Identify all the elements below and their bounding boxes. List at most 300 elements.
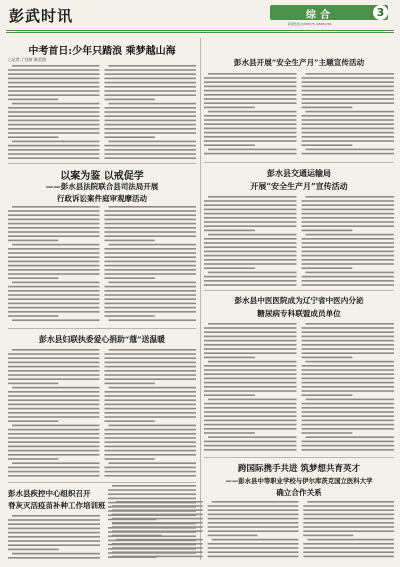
text-line <box>105 157 197 159</box>
text-line <box>8 256 100 258</box>
text-line <box>105 391 197 393</box>
text-line <box>8 277 58 279</box>
text-line <box>8 353 100 355</box>
text-line <box>12 387 100 389</box>
text-line <box>204 115 297 117</box>
text-line <box>12 244 100 246</box>
text-line <box>112 547 203 549</box>
text-line <box>204 238 297 240</box>
text-line <box>105 454 197 456</box>
text-line <box>8 454 100 456</box>
text-line <box>204 331 297 333</box>
text-line <box>302 340 395 342</box>
text-line <box>204 403 297 405</box>
text-line <box>8 441 100 443</box>
text-line <box>204 94 297 96</box>
text-line <box>105 429 197 431</box>
text-line <box>8 471 100 473</box>
text-line <box>306 272 395 274</box>
text-line <box>105 261 197 263</box>
text-line <box>105 353 197 355</box>
article-6-headline-2: 糖尿病专科联盟成员单位 <box>257 309 341 318</box>
text-line <box>105 120 197 122</box>
text-line <box>302 221 395 223</box>
text-line <box>204 204 297 206</box>
text-line <box>109 141 197 143</box>
text-line <box>302 284 395 286</box>
article-6-headline-1: 彭水县中医医院成为辽宁省中医内分泌 <box>234 296 364 305</box>
text-line <box>302 246 395 248</box>
article-4-headline-2: 开展“安全生产月”宣传活动 <box>250 181 348 191</box>
text-line <box>204 344 297 346</box>
article-7-body <box>112 500 394 560</box>
text-line <box>105 111 197 113</box>
text-line <box>204 225 297 227</box>
text-line <box>204 280 297 282</box>
text-line <box>306 361 395 363</box>
text-line <box>204 357 255 359</box>
text-line <box>204 144 255 146</box>
text-line <box>302 128 395 130</box>
text-line <box>8 528 100 530</box>
text-line <box>8 370 100 372</box>
text-line <box>204 340 297 342</box>
text-line <box>8 99 58 101</box>
text-line <box>108 498 196 500</box>
text-line <box>8 557 100 559</box>
text-line <box>204 267 255 269</box>
text-line <box>105 290 197 292</box>
text-line <box>204 365 297 367</box>
text-line <box>208 547 299 549</box>
text-line <box>302 344 395 346</box>
text-line <box>302 132 395 134</box>
text-line <box>212 501 299 503</box>
text-line <box>8 408 100 410</box>
text-line <box>8 94 100 96</box>
text-line <box>302 94 395 96</box>
masthead-info: 新闻热线:(0898)75 (0898)766 <box>288 22 332 26</box>
text-line <box>105 357 197 359</box>
text-line <box>8 544 100 546</box>
text-line <box>204 119 297 121</box>
text-line <box>204 284 297 286</box>
text-line <box>108 493 196 495</box>
text-line <box>208 530 299 532</box>
text-line <box>306 399 395 401</box>
text-line <box>105 467 197 469</box>
text-line <box>302 420 395 422</box>
text-line <box>105 286 197 288</box>
newspaper-logo: 彭武时讯 <box>9 7 74 25</box>
text-line <box>208 323 297 325</box>
text-line <box>105 227 197 229</box>
text-line <box>208 111 297 113</box>
text-line <box>109 206 197 208</box>
text-line <box>105 78 197 80</box>
text-line <box>8 231 100 233</box>
text-line <box>302 90 395 92</box>
text-line <box>8 261 100 263</box>
text-line <box>8 475 100 477</box>
text-line <box>204 230 255 232</box>
text-line <box>8 437 100 439</box>
text-line <box>204 255 297 257</box>
text-line <box>105 307 197 309</box>
text-line <box>8 235 100 237</box>
article-4-headline: 彭水县交通运输局 <box>267 168 331 178</box>
text-line <box>105 132 197 134</box>
article-7-headline-1: 跨国际携手共进 筑梦想共育英才 <box>238 464 360 474</box>
text-line <box>105 294 197 296</box>
text-line <box>204 336 297 338</box>
text-line <box>306 234 395 236</box>
text-line <box>302 263 395 265</box>
text-line <box>8 124 100 126</box>
text-line <box>8 429 100 431</box>
text-line <box>8 433 100 435</box>
text-line <box>12 103 100 105</box>
text-line <box>208 399 297 401</box>
text-line <box>204 246 297 248</box>
text-line <box>302 77 395 79</box>
text-line <box>8 219 100 221</box>
text-line <box>302 390 395 392</box>
text-line <box>8 399 100 401</box>
text-line <box>105 73 197 75</box>
text-line <box>8 362 100 364</box>
text-line <box>208 535 258 537</box>
text-line <box>208 543 299 545</box>
text-line <box>8 523 100 525</box>
article-2-body <box>204 72 394 158</box>
text-line <box>204 411 297 413</box>
article-1-body <box>8 64 196 160</box>
text-line <box>302 242 395 244</box>
text-line <box>105 231 197 233</box>
text-line <box>204 348 297 350</box>
text-line <box>112 526 203 528</box>
text-line <box>204 77 297 79</box>
text-line <box>8 86 100 88</box>
text-line <box>109 282 197 284</box>
text-line <box>8 240 58 242</box>
text-line <box>105 366 197 368</box>
text-line <box>302 276 395 278</box>
text-line <box>8 153 100 155</box>
text-line <box>109 425 197 427</box>
text-line <box>208 551 299 553</box>
text-line <box>12 349 100 351</box>
text-line <box>105 223 197 225</box>
text-line <box>302 441 395 443</box>
text-line <box>112 530 203 532</box>
text-line <box>105 412 197 414</box>
text-line <box>8 549 59 551</box>
text-line <box>105 437 197 439</box>
text-line <box>8 223 100 225</box>
masthead <box>0 0 400 30</box>
text-line <box>8 90 100 92</box>
text-line <box>105 450 197 452</box>
text-line <box>302 217 395 219</box>
text-line <box>112 505 203 507</box>
text-line <box>8 412 100 414</box>
text-line <box>112 509 203 511</box>
text-line <box>105 370 197 372</box>
text-line <box>108 489 196 491</box>
text-line <box>105 277 155 279</box>
text-line <box>303 551 394 553</box>
text-line <box>112 518 203 520</box>
text-line <box>302 251 395 253</box>
text-line <box>105 420 155 422</box>
text-line <box>204 390 297 392</box>
text-line <box>208 509 299 511</box>
text-line <box>8 132 100 134</box>
article-7-headline-2: ——彭水县中等职业学校与伊尔库茨克国立医科大学 <box>225 477 373 485</box>
text-line <box>8 303 100 305</box>
text-line <box>302 449 395 451</box>
divider-5 <box>8 482 196 483</box>
text-line <box>208 361 297 363</box>
text-line <box>8 307 100 309</box>
text-line <box>204 352 297 354</box>
text-line <box>109 462 197 464</box>
text-line <box>105 315 155 317</box>
text-line <box>105 115 197 117</box>
text-line <box>204 445 297 447</box>
text-line <box>302 209 395 211</box>
text-line <box>105 145 197 147</box>
text-line <box>8 248 100 250</box>
text-line <box>105 235 197 237</box>
text-line <box>204 394 255 396</box>
text-line <box>105 441 197 443</box>
text-line <box>8 298 100 300</box>
text-line <box>8 78 100 80</box>
text-line <box>302 107 353 109</box>
text-line <box>204 128 297 130</box>
text-line <box>204 98 297 100</box>
text-line <box>12 425 100 427</box>
text-line <box>8 286 100 288</box>
text-line <box>8 111 100 113</box>
text-line <box>204 276 297 278</box>
text-line <box>208 149 297 151</box>
text-line <box>303 505 394 507</box>
text-line <box>302 445 395 447</box>
text-line <box>112 522 203 524</box>
text-line <box>8 366 100 368</box>
text-line <box>8 374 100 376</box>
text-line <box>204 415 297 417</box>
text-line <box>105 99 155 101</box>
text-line <box>302 432 353 434</box>
text-line <box>105 90 197 92</box>
text-line <box>208 518 299 520</box>
text-line <box>302 267 353 269</box>
text-line <box>109 103 197 105</box>
text-line <box>204 107 255 109</box>
text-line <box>8 227 100 229</box>
section-name: 综合 <box>306 10 334 21</box>
text-line <box>105 248 197 250</box>
text-line <box>302 336 395 338</box>
text-line <box>204 449 297 451</box>
text-line <box>105 214 197 216</box>
text-line <box>303 543 394 545</box>
text-line <box>306 149 395 151</box>
text-line <box>302 213 395 215</box>
text-line <box>303 535 353 537</box>
text-line <box>105 82 197 84</box>
text-line <box>204 123 297 125</box>
article-1-headline: 中考首日:少年只踏浪 乘梦越山海 <box>28 46 176 57</box>
text-line <box>204 209 297 211</box>
text-line <box>8 315 58 317</box>
text-line <box>8 540 100 542</box>
divider-6 <box>204 457 394 458</box>
text-line <box>302 255 395 257</box>
text-line <box>116 501 203 503</box>
text-line <box>204 327 297 329</box>
text-line <box>112 535 162 537</box>
text-line <box>302 327 395 329</box>
text-line <box>109 244 197 246</box>
text-line <box>105 416 197 418</box>
article-5-body <box>8 348 196 478</box>
column-divider <box>200 38 201 560</box>
text-line <box>302 102 395 104</box>
page-number-badge: 3 <box>373 5 388 20</box>
text-line <box>105 210 197 212</box>
text-line <box>105 240 155 242</box>
text-line <box>105 265 197 267</box>
text-line <box>105 303 197 305</box>
text-line <box>212 539 299 541</box>
article-3-subheadline-1: ——彭水县法院联合县司法局开展 <box>45 182 159 191</box>
text-line <box>105 471 197 473</box>
text-line <box>109 65 197 67</box>
text-line <box>8 269 100 271</box>
text-line <box>302 140 395 142</box>
text-line <box>204 373 297 375</box>
text-line <box>302 373 395 375</box>
text-line <box>8 446 100 448</box>
text-line <box>302 98 395 100</box>
text-line <box>105 128 197 130</box>
text-line <box>112 485 196 487</box>
article-3-headline: 以案为鉴 以戒促学 <box>60 171 144 182</box>
text-line <box>8 536 100 538</box>
text-line <box>302 424 395 426</box>
text-line <box>8 252 100 254</box>
text-line <box>208 272 297 274</box>
text-line <box>204 153 297 155</box>
text-line <box>12 141 100 143</box>
text-line <box>204 102 297 104</box>
text-line <box>204 407 297 409</box>
text-line <box>105 383 155 385</box>
text-line <box>302 403 395 405</box>
text-line <box>105 124 197 126</box>
text-line <box>8 391 100 393</box>
text-line <box>12 282 100 284</box>
text-line <box>302 386 395 388</box>
text-line <box>204 251 297 253</box>
text-line <box>306 196 395 198</box>
text-line <box>12 515 100 517</box>
article-3-subheadline-2: 行政诉讼案件庭审观摩活动 <box>57 194 147 203</box>
text-line <box>8 136 58 138</box>
text-line <box>302 365 395 367</box>
masthead-rule-thin <box>6 32 394 33</box>
text-line <box>105 362 197 364</box>
text-line <box>302 348 395 350</box>
text-line <box>8 128 100 130</box>
text-line <box>105 446 197 448</box>
text-line <box>302 153 395 155</box>
divider-1 <box>8 163 196 164</box>
text-line <box>302 352 395 354</box>
text-line <box>302 230 353 232</box>
article-3-body <box>8 205 196 325</box>
text-line <box>8 416 100 418</box>
text-line <box>302 238 395 240</box>
text-line <box>303 522 394 524</box>
text-line <box>204 217 297 219</box>
article-1-byline: ○记者,丁佳妍 陈美茵 <box>8 57 47 62</box>
text-line <box>105 94 197 96</box>
text-line <box>8 149 100 151</box>
text-line <box>302 200 395 202</box>
text-line <box>302 259 395 261</box>
text-line <box>302 115 395 117</box>
text-line <box>105 404 197 406</box>
text-line <box>302 280 395 282</box>
text-line <box>303 509 394 511</box>
text-line <box>105 475 197 477</box>
text-line <box>8 214 100 216</box>
text-line <box>302 331 395 333</box>
text-line <box>204 81 297 83</box>
text-line <box>303 556 394 558</box>
text-line <box>204 90 297 92</box>
text-line <box>204 441 297 443</box>
masthead-rule <box>6 30 394 31</box>
text-line <box>204 140 297 142</box>
text-line <box>105 136 155 138</box>
text-line <box>303 526 394 528</box>
text-line <box>303 514 394 516</box>
text-line <box>204 200 297 202</box>
text-line <box>302 204 395 206</box>
text-line <box>8 210 100 212</box>
text-line <box>208 196 297 198</box>
text-line <box>306 73 395 75</box>
text-line <box>105 374 197 376</box>
article-5-headline: 彭水县妇联执委爱心捐助“蔻”送温暖 <box>39 335 165 344</box>
text-line <box>8 378 100 380</box>
text-line <box>204 382 297 384</box>
text-line <box>105 69 197 71</box>
text-line <box>105 252 197 254</box>
text-line <box>204 263 297 265</box>
text-line <box>306 111 395 113</box>
text-line <box>8 157 100 159</box>
text-line <box>8 311 100 313</box>
